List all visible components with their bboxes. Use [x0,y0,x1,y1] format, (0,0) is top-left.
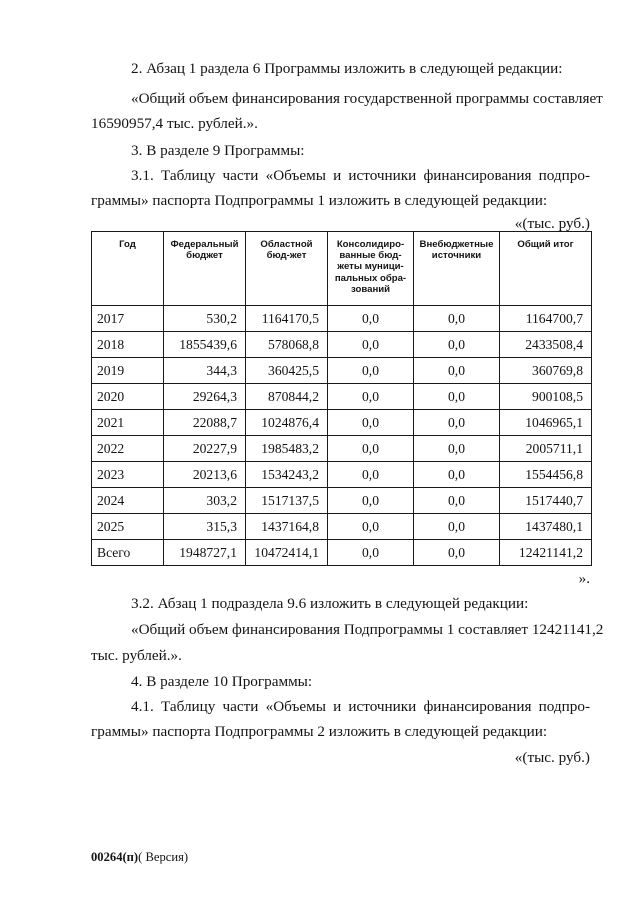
cell-year: 2020 [92,384,164,410]
cell-year: 2024 [92,488,164,514]
paragraph-section10: 4. В разделе 10 Программы: [131,673,313,690]
cell-extrabudgetary: 0,0 [414,540,500,566]
paragraph-item-4-1-line2: граммы» паспорта Подпрограммы 2 изложить в следующей редакции: [91,723,548,740]
cell-year: 2022 [92,436,164,462]
cell-municipal: 0,0 [328,462,414,488]
cell-federal: 29264,3 [164,384,246,410]
table-row [92,436,592,462]
cell-federal: 344,3 [164,358,246,384]
header-municipal-budgets: Консолидиро-ванные бюд-жеты муници-пальных обра-зований [328,232,414,306]
cell-total: 1437480,1 [500,514,592,540]
cell-extrabudgetary: 0,0 [414,358,500,384]
cell-federal: 530,2 [164,306,246,332]
table-row [92,306,592,332]
cell-total: 360769,8 [500,358,592,384]
unit-label-1: «(тыс. руб.) [514,215,590,232]
cell-year: 2025 [92,514,164,540]
table-row [92,462,592,488]
cell-municipal: 0,0 [328,358,414,384]
cell-municipal: 0,0 [328,410,414,436]
cell-federal: 315,3 [164,514,246,540]
cell-federal: 20227,9 [164,436,246,462]
paragraph-item-3-1-line2: граммы» паспорта Подпрограммы 1 изложить в следующей редакции: [91,192,548,209]
paragraph-subprogram1-total-line1: «Общий объем финансирования Подпрограммы 1 составляет 12421141,2 [131,621,604,638]
cell-regional: 1164170,5 [246,306,328,332]
cell-federal: 22088,7 [164,410,246,436]
cell-regional: 1534243,2 [246,462,328,488]
cell-federal: 303,2 [164,488,246,514]
cell-total: 1517440,7 [500,488,592,514]
cell-regional: 870844,2 [246,384,328,410]
paragraph-total-financing-line2: 16590957,4 тыс. рублей.». [91,115,258,132]
cell-regional: 1437164,8 [246,514,328,540]
cell-regional: 1517137,5 [246,488,328,514]
cell-regional: 1024876,4 [246,410,328,436]
cell-extrabudgetary: 0,0 [414,514,500,540]
header-regional-budget: Областной бюд-жет [246,232,328,306]
cell-regional: 1985483,2 [246,436,328,462]
financing-table [91,231,592,566]
table-row [92,488,592,514]
paragraph-total-financing-line1: «Общий объем финансирования государственной программы составляет [131,90,603,107]
cell-municipal: 0,0 [328,332,414,358]
cell-municipal: 0,0 [328,514,414,540]
cell-municipal: 0,0 [328,306,414,332]
unit-label-2: «(тыс. руб.) [514,749,590,766]
cell-extrabudgetary: 0,0 [414,410,500,436]
cell-extrabudgetary: 0,0 [414,332,500,358]
header-total: Общий итог [500,232,592,306]
cell-year: 2017 [92,306,164,332]
cell-extrabudgetary: 0,0 [414,462,500,488]
cell-regional: 10472414,1 [246,540,328,566]
cell-federal: 1948727,1 [164,540,246,566]
cell-year: 2021 [92,410,164,436]
paragraph-item-3-2: 3.2. Абзац 1 подраздела 9.6 изложить в следующей редакции: [131,595,529,612]
cell-municipal: 0,0 [328,384,414,410]
cell-year: 2019 [92,358,164,384]
table-row [92,358,592,384]
cell-municipal: 0,0 [328,436,414,462]
document-version: ( Версия) [138,850,189,864]
paragraph-section9: 3. В разделе 9 Программы: [131,142,305,159]
cell-total: 2433508,4 [500,332,592,358]
header-year: Год [92,232,164,306]
paragraph-subprogram1-total-line2: тыс. рублей.». [91,647,182,664]
table-row [92,410,592,436]
cell-regional: 578068,8 [246,332,328,358]
cell-total: 2005711,1 [500,436,592,462]
closing-quote-1: ». [578,570,590,587]
cell-total: 900108,5 [500,384,592,410]
cell-municipal: 0,0 [328,540,414,566]
cell-extrabudgetary: 0,0 [414,488,500,514]
cell-federal: 20213,6 [164,462,246,488]
table-total-row [92,540,592,566]
cell-extrabudgetary: 0,0 [414,384,500,410]
cell-regional: 360425,5 [246,358,328,384]
cell-total: 1046965,1 [500,410,592,436]
table-row [92,384,592,410]
cell-year: Всего [92,540,164,566]
cell-municipal: 0,0 [328,488,414,514]
table-row [92,514,592,540]
cell-federal: 1855439,6 [164,332,246,358]
cell-extrabudgetary: 0,0 [414,306,500,332]
paragraph-item-4-1-line1: 4.1. Таблицу части «Объемы и источники финансирования подпро- [131,698,590,715]
table-row [92,332,592,358]
cell-year: 2023 [92,462,164,488]
paragraph-item-3-1-line1: 3.1. Таблицу части «Объемы и источники финансирования подпро- [131,167,590,184]
cell-year: 2018 [92,332,164,358]
paragraph-section6: 2. Абзац 1 раздела 6 Программы изложить в следующей редакции: [131,60,563,77]
cell-total: 12421141,2 [500,540,592,566]
footer-document-code [91,850,188,865]
cell-extrabudgetary: 0,0 [414,436,500,462]
cell-total: 1164700,7 [500,306,592,332]
header-federal-budget: Федеральный бюджет [164,232,246,306]
header-extrabudgetary: Внебюджетные источники [414,232,500,306]
document-code: 00264(п) [91,850,139,864]
cell-total: 1554456,8 [500,462,592,488]
table-header-row [92,232,592,306]
